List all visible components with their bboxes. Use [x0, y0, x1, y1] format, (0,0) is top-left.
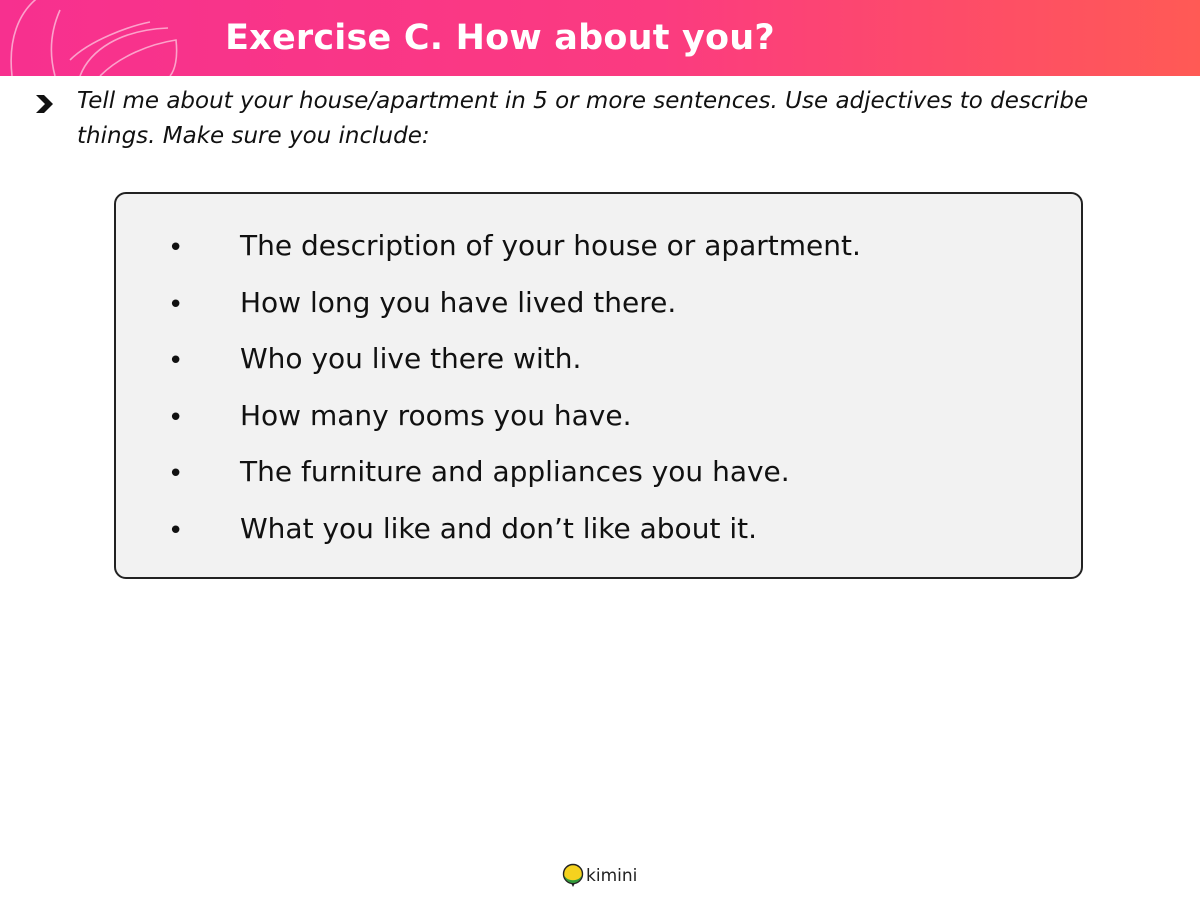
- bullet-icon: •: [168, 459, 184, 490]
- page-title: Exercise C. How about you?: [225, 18, 775, 58]
- checklist-item-text: How many rooms you have.: [240, 398, 632, 432]
- bullet-icon: •: [168, 515, 184, 546]
- bullet-icon: •: [168, 402, 184, 433]
- checklist-item-text: The furniture and appliances you have.: [240, 455, 790, 489]
- checklist-item: [116, 281, 1081, 338]
- instruction-text: Tell me about your house/apartment in 5 or more sentences. Use adjectives to describe things. Make sure you include:: [77, 88, 1089, 149]
- instruction: [32, 84, 1172, 154]
- checklist-item-text: The description of your house or apartment.: [240, 229, 861, 262]
- checklist-item: [116, 337, 1081, 394]
- kimini-balloon-icon: [562, 863, 584, 889]
- logo-text: kimini: [586, 866, 638, 886]
- checklist-box: [114, 192, 1083, 579]
- checklist-item: [116, 394, 1081, 451]
- kimini-logo: [562, 862, 637, 890]
- checklist-item-text: How long you have lived there.: [240, 285, 677, 319]
- bullet-icon: •: [168, 346, 184, 377]
- checklist-item: [116, 450, 1081, 507]
- chevron-right-icon: [32, 92, 56, 116]
- checklist-item: [116, 224, 1081, 281]
- bullet-icon: •: [168, 233, 184, 263]
- header-banner: [0, 0, 1200, 76]
- bullet-icon: •: [168, 289, 184, 320]
- checklist-item-text: Who you live there with.: [240, 342, 582, 376]
- checklist-item: [116, 507, 1081, 564]
- checklist-item-text: What you like and don’t like about it.: [240, 511, 757, 545]
- checklist: [116, 224, 1081, 564]
